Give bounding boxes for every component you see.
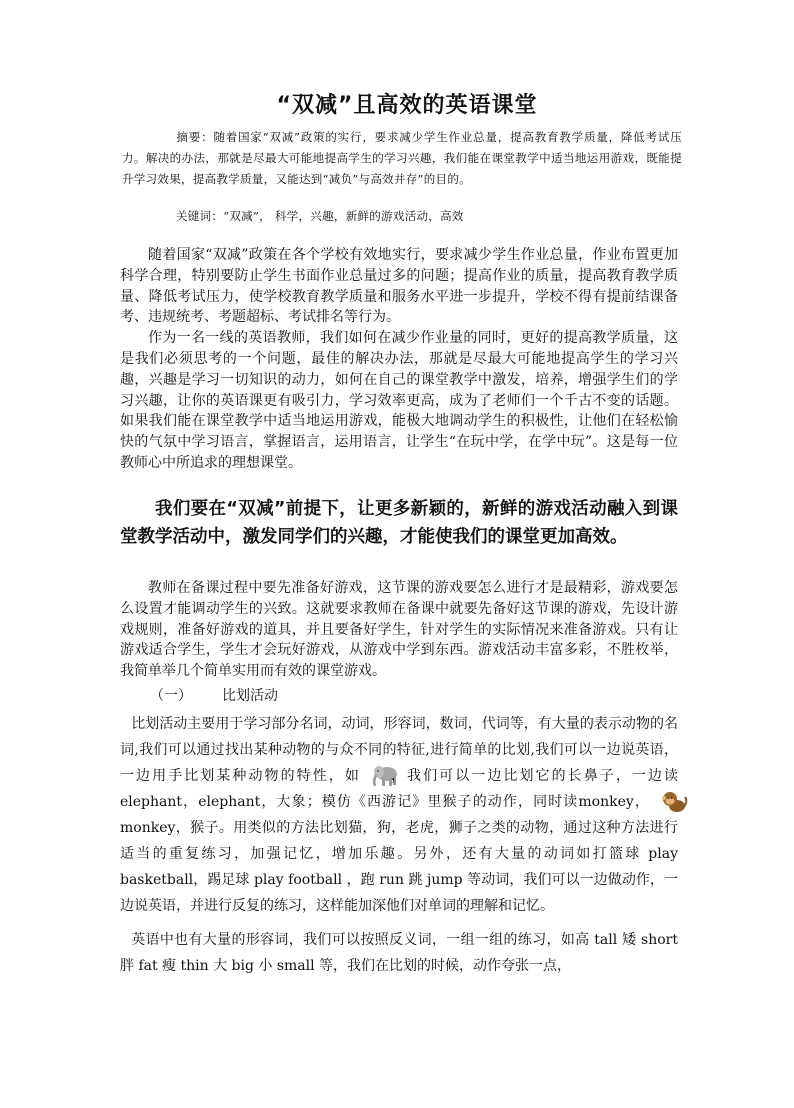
page-title: “双减”且高效的英语课堂 — [276, 93, 538, 118]
gesture-section — [120, 711, 678, 979]
paragraph-4-part-1: 比划活动主要用于学习部分名词，动词，形容词，数词，代词等，有大量的表示动物的名词,我们可以通过找出某种动物的与众不同的特征,进行简单的比划,我们可以一边说英语，一边用手比划某种动物的特性，如 — [120, 716, 678, 784]
abstract — [122, 127, 682, 190]
paragraph-1: 随着国家“双减”政策在各个学校有效地实行，要求减少学生作业总量，作业布置更加科学合理，特别要防止学生书面作业总量过多的问题；提高作业的质量，提高教育教学质量、降低考试压力，使学校教育教学质量和服务水平进一步提升，学校不得有提前结课备考、违规统考、考题超标、考试排名等行为。 — [120, 247, 678, 326]
paragraph-4 — [120, 711, 678, 919]
section-title: 比划活动 — [222, 688, 278, 704]
keywords: 关键词：“双减”， 科学，兴趣，新鲜的游戏活动，高效 — [176, 209, 464, 223]
paragraph-4-part-2: ，我们可以一边比划它的长鼻子，一边读 elephant，elephant，大象；模仿《西游记》里猴子的动作，同时读monkey， — [120, 768, 679, 810]
prep-section — [120, 578, 678, 682]
elephant-icon — [361, 763, 389, 789]
bold-thesis: 我们要在“双减”前提下，让更多新颖的，新鲜的游戏活动融入到课堂教学活动中，激发同学们的兴趣，才能使我们的课堂更加高效。 — [120, 499, 678, 547]
paragraph-5: 英语中也有大量的形容词，我们可以按照反义词，一组一组的练习，如高 tall 矮 short 胖 fat 瘦 thin 大 big 小 small 等，我们在比划的时候，动作夸张一点， — [120, 932, 678, 974]
monkey-icon — [650, 789, 678, 815]
paragraph-2: 作为一名一线的英语教师，我们如何在减少作业量的同时，更好的提高教学质量，这是我们必须思考的一个问题，最佳的解决办法，那就是尽最大可能地提高学生的学习兴趣，兴趣是学习一切知识的动力，如何在自己的课堂教学中激发，培养，增强学生们的学习兴趣，让你的英语课更有吸引力，学习效率更高，成为了老师们一个千古不变的话题。如果我们能在课堂教学中适当地运用游戏，能极大地调动学生的积极性，让他们在轻松愉快的气氛中学习语言，掌握语言，运用语言，让学生“在玩中学，在学中玩”。这是每一位教师心中所追求的理想课堂。 — [120, 330, 678, 471]
intro-section — [120, 245, 678, 474]
section-heading — [150, 685, 308, 705]
paragraph-3: 教师在备课过程中要先准备好游戏，这节课的游戏要怎么进行才是最精彩，游戏要怎么设置才能调动学生的兴致。这就要求教师在备课中就要先备好这节课的游戏，先设计游戏规则，准备好游戏的道具，并且要备好学生，针对学生的实际情况来准备游戏。只有让游戏适合学生，学生才会玩好游戏，从游戏中学到东西。游戏活动丰富多彩，不胜枚举，我简单举几个简单实用而有效的课堂游戏。 — [120, 580, 678, 680]
abstract-text: 摘要：随着国家“双减”政策的实行，要求减少学生作业总量，提高教育教学质量，降低考试压力。解决的办法，那就是尽最大可能地提高学生的学习兴趣，我们能在课堂教学中适当地运用游戏，既能提升学习效果，提高教学质量，又能达到“减负”与高效并存”的目的。 — [122, 130, 682, 186]
paragraph-4-part-3: monkey，猴子。用类似的方法比划猫，狗，老虎，狮子之类的动物，通过这种方法进行适当的重复练习，加强记忆，增加乐趣。另外，还有大量的动词如打篮球 play basketball，踢足球 play football ，跑 run 跳 jump 等动词，我们可以一边做动作，一边说英语，并进行反复的练习，这样能加深他们对单词的理解和记忆。 — [120, 820, 678, 914]
section-number: （一） — [150, 688, 192, 704]
